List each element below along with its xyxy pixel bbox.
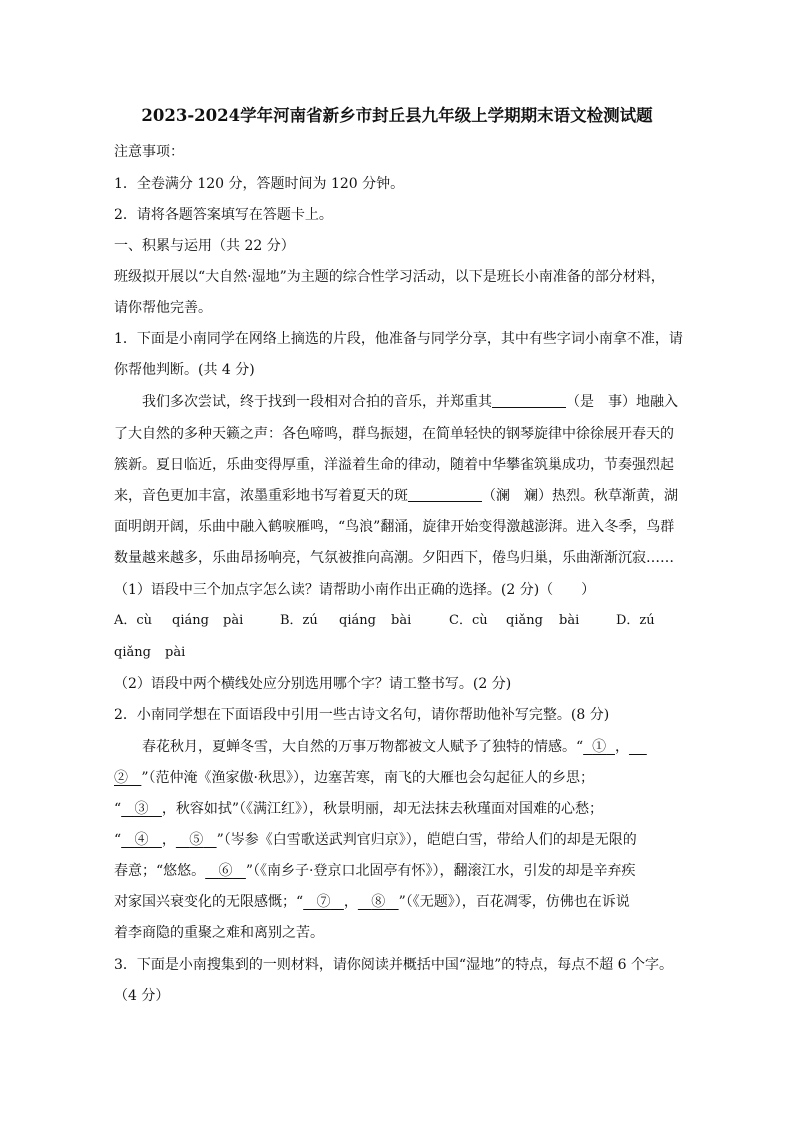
passage-text: ”（《南乡子·登京口北固亭有怀》），翻滚江水，引发的却是辛弃疾 bbox=[245, 863, 636, 879]
blank-2 bbox=[114, 770, 141, 786]
option-label: D．zú bbox=[616, 613, 655, 628]
option-pinyin: qiáng bbox=[172, 613, 209, 628]
option-label: C．cù bbox=[449, 613, 488, 628]
q2-passage-line-6: 对家国兴衰变化的无限感慨；“ ⑦ ， ⑧ ”（《无题》），百花凋零，仿佛也在诉说 bbox=[114, 894, 630, 910]
option-pinyin: bài bbox=[391, 613, 412, 628]
q2-stem: 2．小南同学想在下面语段中引用一些古诗文名句，请你帮助他补写完整。(8 分) bbox=[114, 707, 610, 723]
q2-passage-line-5 bbox=[114, 861, 684, 881]
answer-blank bbox=[408, 487, 482, 502]
q1-sub-question-2: （2）语段中两个横线处应分别选用哪个字？请工整书写。(2 分) bbox=[114, 676, 512, 692]
section-intro-line-2: 请你帮他完善。 bbox=[114, 300, 212, 316]
q2-passage-line-1: 春花秋月，夏蝉冬雪，大自然的万事万物都被文人赋予了独特的情感。“ ① ， bbox=[142, 737, 684, 757]
blank-1 bbox=[583, 739, 615, 755]
option-pinyin: qiǎng bbox=[114, 645, 151, 660]
q1-passage-line-6: 数量越来越多，乐曲昂扬响亮，气氛被推向高潮。夕阳西下，倦鸟归巢，乐曲渐渐沉寂…… bbox=[114, 550, 674, 566]
passage-text: 来，音色更加丰富，浓墨重彩地书写着夏天的斑 bbox=[114, 488, 408, 504]
blank-6 bbox=[205, 863, 246, 879]
passage-text: （是 事）地融入 bbox=[566, 394, 678, 410]
q2-passage-line-4: “ ④ ， ⑤ ”（岑参《白雪歌送武判官归京》），皑皑白雪，带给人们的却是无限的 bbox=[114, 832, 637, 848]
q2-passage-line-7: 着李商隐的重聚之难和离别之苦。 bbox=[114, 925, 324, 941]
option-pinyin: pài bbox=[223, 613, 244, 628]
q1-sub-question-1: （1）语段中三个加点字怎么读？请帮助小南作出正确的选择。(2 分)（ ） bbox=[114, 582, 596, 598]
option-label: A．cù bbox=[114, 613, 153, 628]
passage-text: 春意；“悠悠。 bbox=[114, 863, 206, 879]
notice-item-1: 1．全卷满分 120 分，答题时间为 120 分钟。 bbox=[114, 176, 405, 192]
blank-number: ① bbox=[592, 739, 607, 755]
passage-text: 对家国兴衰变化的无限感慨；“ bbox=[114, 894, 304, 910]
option-pinyin: pài bbox=[165, 645, 186, 660]
q3-stem-line-1: 3．下面是小南搜集到的一则材料，请你阅读并概括中国“湿地”的特点，每点不超 6 个字。 bbox=[114, 957, 674, 973]
blank-number: ④ bbox=[134, 832, 149, 848]
blank-7 bbox=[303, 894, 344, 910]
q1-passage-line-4 bbox=[114, 486, 684, 506]
q1-passage-line-5: 面明朗开阔，乐曲中融入鹤唳雁鸣，“鸟浪”翻涌，旋律开始变得激越澎湃。进入冬季，鸟群 bbox=[114, 519, 675, 535]
passage-text: ”（范仲淹《渔家傲·秋思》），边塞苦寒，南飞的大雁也会勾起征人的乡思； bbox=[141, 770, 594, 786]
passage-text: ”（《无题》），百花凋零，仿佛也在诉说 bbox=[398, 894, 630, 910]
blank-number: ⑧ bbox=[371, 894, 386, 910]
q2-passage-line-3: “ ③ ，秋容如拭”（《满江红》），秋景明丽，却无法抹去秋瑾面对国难的心愁； bbox=[114, 801, 604, 817]
blank-4 bbox=[121, 832, 162, 848]
section-intro-line-1: 班级拟开展以“大自然·湿地”为主题的综合性学习活动，以下是班长小南准备的部分材料， bbox=[114, 269, 665, 285]
option-pinyin: qiǎng bbox=[506, 613, 543, 628]
passage-text: 春花秋月，夏蝉冬雪，大自然的万事万物都被文人赋予了独特的情感。“ bbox=[142, 739, 584, 755]
blank-number: ⑥ bbox=[218, 863, 233, 879]
blank-number: ② bbox=[114, 770, 128, 786]
blank-2-start bbox=[629, 739, 647, 755]
q2-passage-line-2 bbox=[114, 768, 684, 788]
option-pinyin: qiáng bbox=[339, 613, 376, 628]
blank-5 bbox=[176, 832, 217, 848]
notice-item-2: 2．请将各题答案填写在答题卡上。 bbox=[114, 207, 333, 223]
q1-stem-line-2: 你帮他判断。(共 4 分) bbox=[114, 362, 255, 378]
option-pinyin: bài bbox=[559, 613, 580, 628]
q3-stem-line-2: （4 分） bbox=[114, 988, 170, 1004]
answer-blank bbox=[492, 393, 566, 408]
q1-passage-line-2: 了大自然的多种天籁之声：各色啼鸣，群鸟振翅，在简单轻快的钢琴旋律中徐徐展开春天的 bbox=[114, 426, 674, 442]
notice-heading: 注意事项： bbox=[114, 144, 184, 160]
passage-text: ”（岑参《白雪歌送武判官归京》），皑皑白雪，带给人们的却是无限的 bbox=[216, 832, 637, 848]
blank-number: ③ bbox=[134, 801, 149, 817]
passage-text: （澜 斓）热烈。秋草渐黄，湖 bbox=[482, 488, 678, 504]
page-title: 2023-2024学年河南省新乡市封丘县九年级上学期期末语文检测试题 bbox=[141, 106, 653, 125]
section-heading: 一、积累与运用（共 22 分） bbox=[114, 238, 295, 254]
q1-stem-line-1: 1．下面是小南同学在网络上摘选的片段，他准备与同学分享，其中有些字词小南拿不准，请 bbox=[114, 331, 683, 347]
q1-passage-line-1 bbox=[142, 392, 684, 412]
blank-number: ⑦ bbox=[316, 894, 331, 910]
blank-number: ⑤ bbox=[189, 832, 204, 848]
passage-text: ，秋容如拭”（《满江红》），秋景明丽，却无法抹去秋瑾面对国难的心愁； bbox=[161, 801, 604, 817]
passage-text: 我们多次尝试，终于找到一段相对合拍的音乐，并郑重其 bbox=[142, 394, 492, 410]
blank-3 bbox=[121, 801, 162, 817]
blank-8 bbox=[358, 894, 399, 910]
option-label: B．zú bbox=[280, 613, 318, 628]
q1-passage-line-3: 簇新。夏日临近，乐曲变得厚重，洋溢着生命的律动，随着中华攀雀筑巢成功，节奏强烈起 bbox=[114, 457, 674, 473]
